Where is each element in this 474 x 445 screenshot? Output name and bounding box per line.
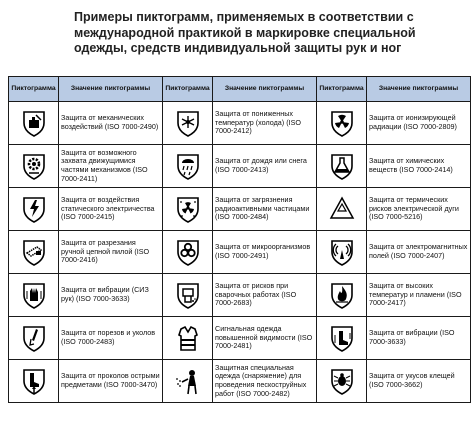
moving-parts-gear-icon: [21, 151, 47, 181]
table-row: [9, 317, 471, 360]
mechanical-hazard-icon: [21, 108, 47, 138]
cut-stab-icon: [21, 323, 47, 353]
radioactive-contamination-icon: [175, 194, 201, 224]
meaning-cell: Защита от возможного захвата движущимися частями механизмов (ISO 7000-2411): [59, 145, 163, 188]
biohazard-icon: [175, 237, 201, 267]
page-title: Примеры пиктограмм, применяемых в соответствии с международной практикой в маркировке специальной одежды, средств индивидуальной защиты рук и ног: [74, 10, 416, 55]
table-row: [9, 188, 471, 231]
sharp-objects-foot-icon: [21, 366, 47, 396]
pictogram-cell: [317, 274, 367, 317]
pictogram-cell: [317, 360, 367, 403]
pictogram-cell: [9, 360, 59, 403]
pictogram-cell: [163, 145, 213, 188]
pictogram-cell: [163, 274, 213, 317]
header-meaning: Значение пиктограммы: [213, 77, 317, 102]
pictogram-cell: [317, 102, 367, 145]
header-meaning: Значение пиктограммы: [367, 77, 471, 102]
electric-arc-icon: [329, 194, 355, 224]
table-row: [9, 274, 471, 317]
meaning-cell: Защита от порезов и уколов (ISO 7000-2483): [59, 317, 163, 360]
meaning-cell: Защита от воздействия статического электричества (ISO 7000-2415): [59, 188, 163, 231]
ionizing-radiation-icon: [329, 108, 355, 138]
meaning-cell: Защита от укусов клещей (ISO 7000-3662): [367, 360, 471, 403]
pictogram-cell: [317, 231, 367, 274]
pictogram-cell: [163, 317, 213, 360]
pictogram-table: [8, 76, 471, 403]
meaning-cell: Защита от загрязнения радиоактивными частицами (ISO 7000-2484): [213, 188, 317, 231]
pictogram-cell: [9, 274, 59, 317]
meaning-cell: Защита от разрезания ручной цепной пилой (ISO 7000-2416): [59, 231, 163, 274]
meaning-cell: Защита от химических веществ (ISO 7000-2414): [367, 145, 471, 188]
meaning-cell: Защита от высоких температур и пламени (ISO 7000-2417): [367, 274, 471, 317]
meaning-cell: Защита от вибрации (СИЗ рук) (ISO 7000-3633): [59, 274, 163, 317]
blasting-abrasive-icon: [175, 366, 201, 396]
chainsaw-icon: [21, 237, 47, 267]
welding-risk-icon: [175, 280, 201, 310]
meaning-cell: Защита от проколов острыми предметами (ISO 7000-3470): [59, 360, 163, 403]
pictogram-cell: [317, 188, 367, 231]
meaning-cell: Защита от микроорганизмов (ISO 7000-2491): [213, 231, 317, 274]
high-visibility-vest-icon: [175, 323, 201, 353]
meaning-cell: Защита от дождя или снега (ISO 7000-2413): [213, 145, 317, 188]
pictogram-cell: [317, 145, 367, 188]
table-row: [9, 360, 471, 403]
meaning-cell: Защитная специальная одежда (снаряжение) для проведения пескоструйных работ (ISO 7000-2482): [213, 360, 317, 403]
table-row: [9, 231, 471, 274]
pictogram-cell: [163, 188, 213, 231]
pictogram-cell: [163, 360, 213, 403]
meaning-cell: Сигнальная одежда повышенной видимости (ISO 7000-2481): [213, 317, 317, 360]
vibration-icon: [21, 280, 47, 310]
pictogram-cell: [317, 317, 367, 360]
meaning-cell: Защита от термических рисков электрической дуги (ISO 7000-5216): [367, 188, 471, 231]
meaning-cell: Защита от механических воздействий (ISO 7000-2490): [59, 102, 163, 145]
table-row: [9, 145, 471, 188]
pictogram-cell: [163, 231, 213, 274]
tick-bite-icon: [329, 366, 355, 396]
rain-snow-icon: [175, 151, 201, 181]
table-header-row: [9, 77, 471, 102]
pictogram-cell: [9, 102, 59, 145]
cold-thermometer-icon: [175, 108, 201, 138]
static-electricity-icon: [21, 194, 47, 224]
header-meaning: Значение пиктограммы: [59, 77, 163, 102]
header-pictogram: Пиктограмма: [317, 77, 367, 102]
meaning-cell: Защита от ионизирующей радиации (ISO 7000-2809): [367, 102, 471, 145]
meaning-cell: Защита от электромагнитных полей (ISO 7000-2407): [367, 231, 471, 274]
meaning-cell: Защита от вибрации (ISO 7000-3633): [367, 317, 471, 360]
pictogram-cell: [9, 231, 59, 274]
meaning-cell: Защита от пониженных температур (холода) (ISO 7000-2412): [213, 102, 317, 145]
pictogram-cell: [163, 102, 213, 145]
table-row: [9, 102, 471, 145]
pictogram-cell: [9, 145, 59, 188]
chemical-flask-icon: [329, 151, 355, 181]
pictogram-cell: [9, 317, 59, 360]
electromagnetic-field-icon: [329, 237, 355, 267]
header-pictogram: Пиктограмма: [9, 77, 59, 102]
pictogram-cell: [9, 188, 59, 231]
meaning-cell: Защита от рисков при сварочных работах (ISO 7000-2683): [213, 274, 317, 317]
header-pictogram: Пиктограмма: [163, 77, 213, 102]
vibration-foot-icon: [329, 323, 355, 353]
heat-flame-icon: [329, 280, 355, 310]
